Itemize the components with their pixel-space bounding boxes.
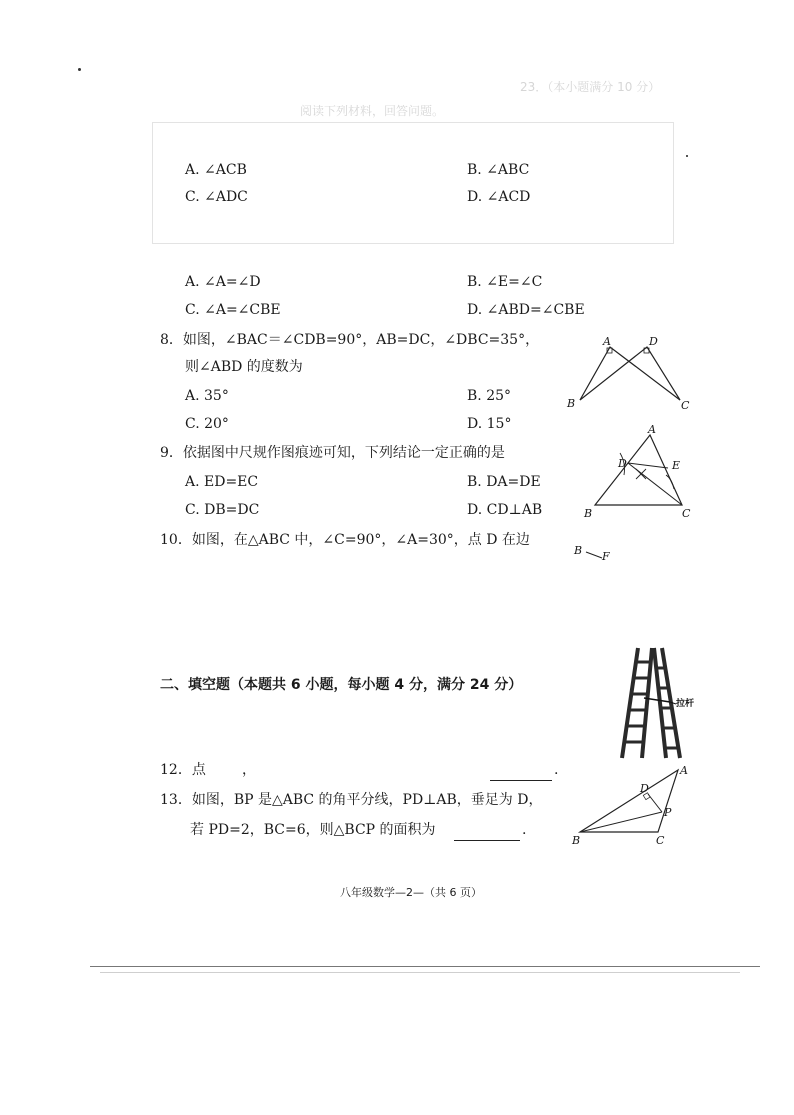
q7b-option-d: D. ∠ABD=∠CBE	[467, 302, 585, 318]
q8-option-a: A. 35°	[185, 388, 229, 404]
q10-segment	[586, 552, 602, 558]
footer-divider-faint	[100, 972, 740, 973]
q13-end-period: .	[522, 822, 527, 838]
q10-figure-fragment	[572, 540, 622, 564]
q13-label-c: C	[656, 834, 665, 847]
q13-label-b: B	[572, 834, 581, 847]
q8-option-c: C. 20°	[185, 416, 229, 432]
q10-label-f: F	[602, 550, 610, 563]
q7b-option-a: A. ∠A=∠D	[185, 274, 261, 290]
q13-label-a: A	[680, 764, 688, 777]
ladder-label: 拉杆	[676, 699, 695, 709]
q12-end-period: .	[554, 762, 559, 778]
q9-stem: 9．依据图中尺规作图痕迹可知，下列结论一定正确的是	[160, 445, 505, 461]
q9-label-e: E	[672, 459, 681, 472]
q9-figure	[580, 423, 695, 523]
q9-label-b: B	[584, 507, 593, 520]
bleed-text-line2: 阅读下列材料，回答问题。	[300, 104, 445, 118]
q8-stem-line2: 则∠ABD 的度数为	[185, 359, 303, 375]
q8-label-a: A	[603, 335, 611, 348]
q9-label-d: D	[618, 457, 627, 470]
ladder-figure	[608, 640, 708, 765]
q12-number: 12．点	[160, 762, 206, 778]
q10-label-b: B	[574, 544, 583, 557]
q9-compass-arc-right	[666, 475, 674, 489]
q8-option-b: B. 25°	[467, 388, 512, 404]
q8-stem-line1: 8．如图，∠BAC＝∠CDB=90°，AB=DC，∠DBC=35°，	[160, 332, 540, 348]
q13-stem-line1: 13．如图，BP 是△ABC 的角平分线，PD⊥AB，垂足为 D，	[160, 792, 543, 808]
bleed-text-line1: 23．（本小题满分 10 分）	[520, 80, 661, 94]
q8-label-d: D	[649, 335, 658, 348]
q8-label-b: B	[567, 397, 576, 410]
q9-label-c: C	[682, 507, 691, 520]
q13-triangle-abc	[580, 770, 678, 832]
q12-answer-blank[interactable]	[490, 762, 552, 781]
q12-comma: ，	[242, 762, 256, 778]
q9-option-a: A. ED=EC	[185, 474, 259, 490]
q7b-option-c: C. ∠A=∠CBE	[185, 302, 281, 318]
q9-option-d: D. CD⊥AB	[467, 502, 543, 518]
margin-dot	[78, 68, 81, 71]
q7-option-b: B. ∠ABC	[467, 162, 530, 178]
q13-figure	[570, 760, 695, 850]
q8-option-d: D. 15°	[467, 416, 512, 432]
q13-answer-blank[interactable]	[454, 822, 520, 841]
q8-label-c: C	[681, 399, 690, 412]
q8-triangle-bac	[580, 347, 680, 400]
q7-option-c: C. ∠ADC	[185, 189, 248, 205]
q7b-option-b: B. ∠E=∠C	[467, 274, 543, 290]
q9-option-b: B. DA=DE	[467, 474, 541, 490]
q13-bisector-bp	[580, 812, 662, 832]
q7-option-d: D. ∠ACD	[467, 189, 531, 205]
q10-stem: 10．如图，在△ABC 中，∠C=90°，∠A=30°，点 D 在边	[160, 532, 530, 548]
bleed-box	[152, 122, 674, 244]
q8-figure	[565, 335, 695, 415]
section2-title: 二、填空题（本题共 6 小题，每小题 4 分，满分 24 分）	[160, 677, 523, 693]
q13-label-p: P	[664, 806, 672, 819]
margin-speck	[686, 155, 688, 157]
page-footer: 八年级数学—2—（共 6 页）	[340, 886, 482, 899]
q13-label-d: D	[640, 782, 649, 795]
q7-option-a: A. ∠ACB	[185, 162, 247, 178]
q9-label-a: A	[648, 423, 656, 436]
q9-option-c: C. DB=DC	[185, 502, 260, 518]
q13-stem-line2: 若 PD=2，BC=6，则△BCP 的面积为	[190, 822, 436, 838]
footer-divider	[90, 966, 760, 967]
ladder-rail-right-front	[642, 648, 652, 758]
